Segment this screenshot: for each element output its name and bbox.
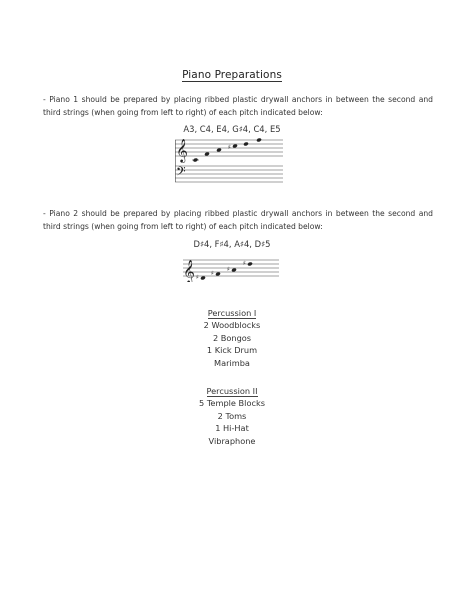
percussion-2-section: [0, 385, 464, 447]
note-e5: [256, 138, 262, 143]
list-item: 5 Temple Blocks: [199, 398, 265, 409]
piano-2-instructions: - Piano 2 should be prepared by placing ribbed plastic drywall anchors in between the second and third strings (when going from left to right) of each pitch indicated below:: [43, 209, 433, 232]
list-item: Vibraphone: [208, 435, 256, 446]
list-item: 2 Toms: [217, 410, 247, 421]
piano-2-notes: [196, 260, 253, 281]
note-f-sharp-4: [215, 272, 221, 277]
bass-staff-lines: [175, 166, 283, 182]
percussion-2-heading: [0, 385, 464, 397]
treble-clef-icon: 𝄞: [183, 259, 195, 282]
note-c4: [204, 152, 210, 157]
percussion-2-heading-text: Percussion II: [206, 386, 258, 396]
piano-1-pitch-list: A3, C4, E4, G♯4, C4, E5: [183, 124, 281, 134]
note-c4-second: [243, 142, 249, 147]
list-item: 2 Woodblocks: [203, 320, 261, 331]
piano-2-staff: [183, 252, 279, 282]
sharp-icon: ♯: [196, 274, 199, 281]
piano-1-staff: [175, 136, 283, 186]
bass-clef-icon: 𝄢: [176, 164, 186, 182]
percussion-1-section: [0, 307, 464, 369]
note-a3: [193, 158, 199, 163]
list-item: Marimba: [214, 357, 250, 368]
note-g-sharp-4: [232, 144, 238, 149]
piano-2-pitch-list: D♯4, F♯4, A♯4, D♯5: [193, 239, 271, 249]
list-item: 2 Bongos: [212, 332, 252, 343]
title-text: Piano Preparations: [182, 69, 282, 81]
piano-1-notes: [192, 138, 262, 163]
sharp-icon: ♯: [227, 266, 230, 273]
treble-clef-icon: 𝄞: [176, 138, 188, 162]
note-d-sharp-4: [200, 276, 206, 281]
list-item: 1 Hi-Hat: [215, 423, 249, 434]
list-item: 1 Kick Drum: [206, 345, 258, 356]
sharp-icon: ♯: [228, 144, 231, 151]
percussion-1-heading-text: Percussion I: [207, 308, 257, 318]
sharp-icon: ♯: [211, 270, 214, 277]
percussion-1-heading: [0, 307, 464, 319]
note-e4: [216, 148, 222, 153]
page-title: [0, 69, 464, 81]
piano-1-instructions: - Piano 1 should be prepared by placing ribbed plastic drywall anchors in between the second and third strings (when going from left to right) of each pitch indicated below:: [43, 95, 433, 118]
note-a-sharp-4: [231, 268, 237, 273]
sharp-icon: ♯: [243, 260, 246, 267]
note-d-sharp-5: [247, 262, 253, 267]
